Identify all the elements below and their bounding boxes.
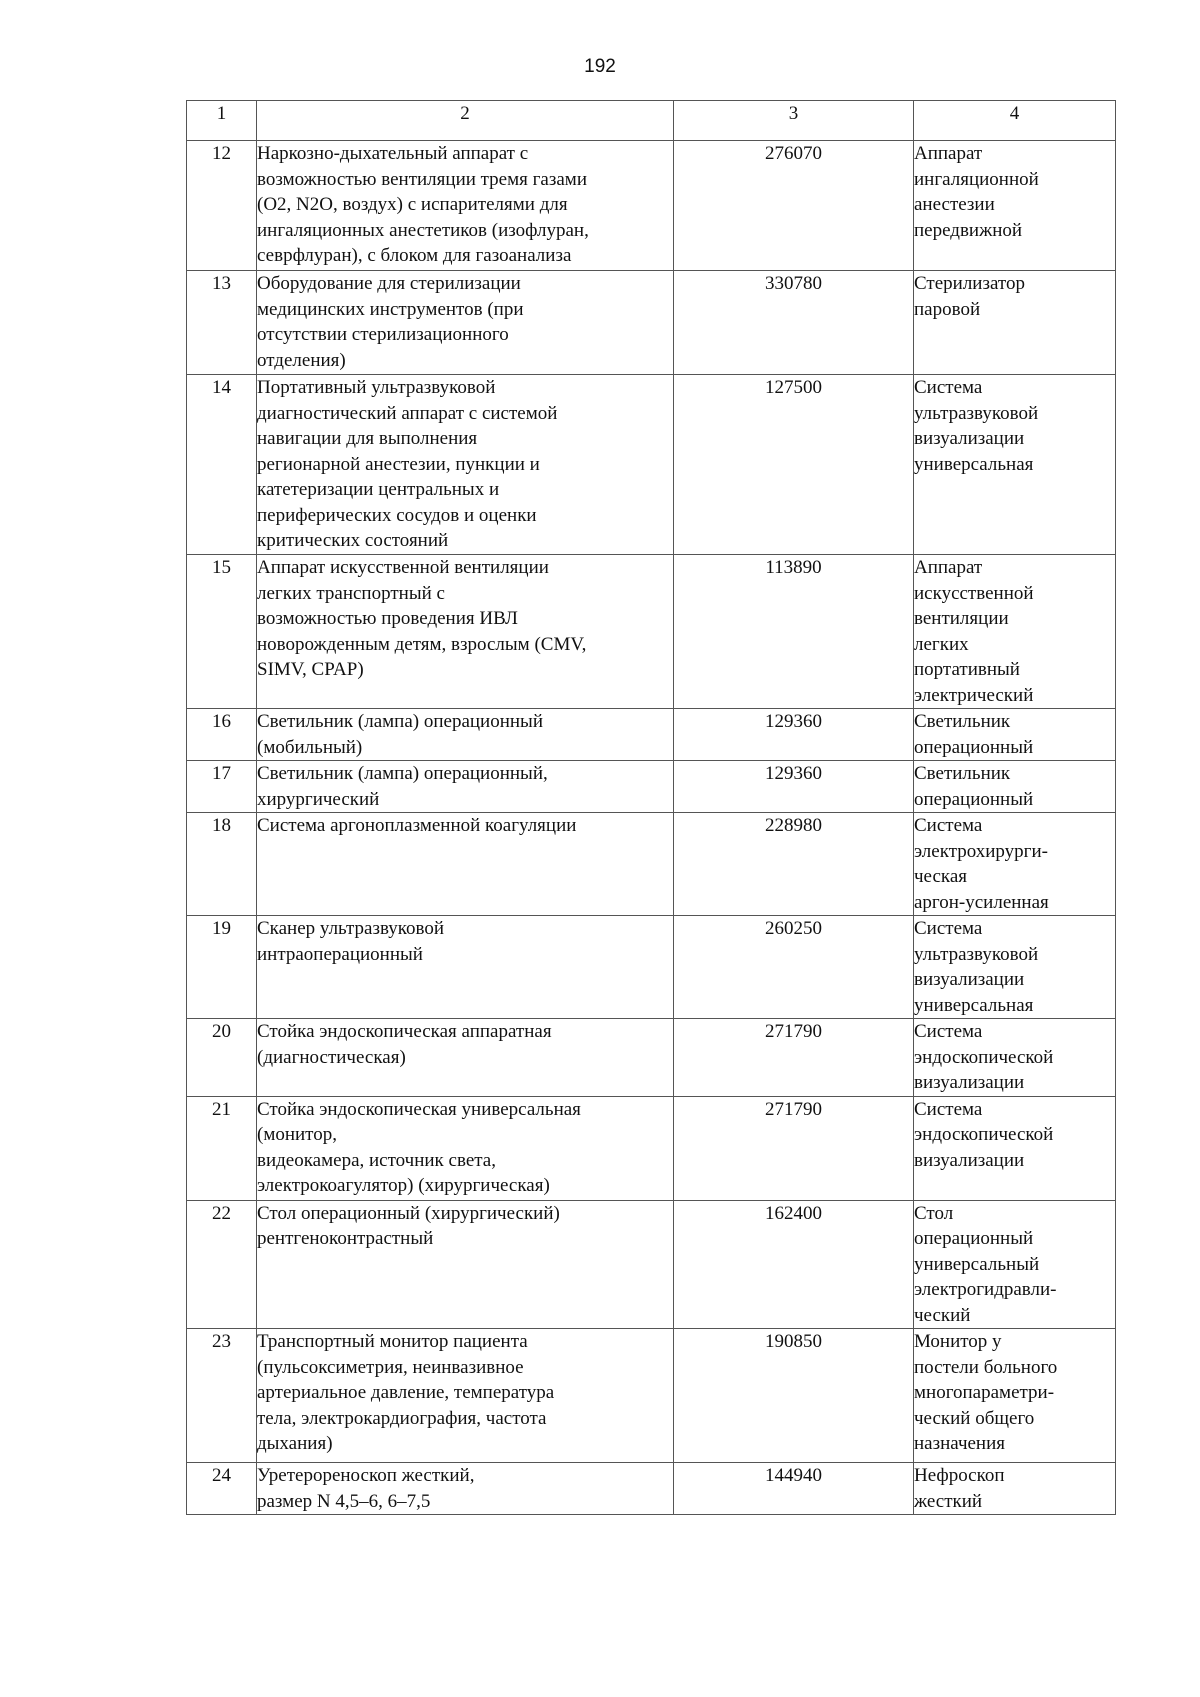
equipment-name-cell-text: Стол операционный (хирургический) рентгеноконтрастный (257, 1202, 560, 1249)
table-row (187, 1200, 1116, 1329)
row-number-cell (187, 1329, 257, 1463)
equipment-type-cell (914, 1329, 1116, 1463)
equipment-type-cell-text: Стерилизатор паровой (914, 273, 1025, 320)
row-number-cell (187, 1463, 257, 1515)
equipment-type-cell (914, 375, 1116, 555)
equipment-type-cell (914, 813, 1116, 916)
equipment-code-cell (674, 375, 914, 555)
table-header-row (187, 101, 1116, 141)
equipment-code-cell-text: 127500 (765, 377, 822, 398)
table-row (187, 271, 1116, 375)
row-number-cell (187, 141, 257, 271)
row-number-cell-text: 17 (212, 763, 231, 784)
equipment-name-cell (257, 1329, 674, 1463)
equipment-code-cell-text: 162400 (765, 1202, 822, 1224)
equipment-type-cell-text: Система ультразвуковой визуализации универсальная (914, 377, 1039, 475)
row-number-cell-text: 24 (212, 1465, 231, 1486)
equipment-name-cell-text: Сканер ультразвуковой интраоперационный (257, 918, 445, 965)
equipment-name-cell (257, 1096, 674, 1200)
equipment-type-cell-text: Система электрохирурги- ческая аргон-усиленная (914, 815, 1049, 913)
equipment-name-cell (257, 1463, 674, 1515)
equipment-type-cell (914, 1200, 1116, 1329)
equipment-name-cell (257, 271, 674, 375)
equipment-code-cell (674, 761, 914, 813)
equipment-table (186, 100, 1116, 1515)
row-number-cell-text: 16 (212, 711, 231, 732)
equipment-name-cell-text: Светильник (лампа) операционный, хирургический (257, 763, 548, 810)
row-number-cell (187, 916, 257, 1019)
equipment-type-cell (914, 761, 1116, 813)
equipment-code-cell-text: 276070 (765, 143, 822, 164)
equipment-code-cell (674, 813, 914, 916)
column-header: 3 (674, 101, 914, 141)
equipment-code-cell (674, 1329, 914, 1463)
equipment-name-cell (257, 813, 674, 916)
equipment-code-cell-text: 228980 (765, 815, 822, 836)
row-number-cell-text: 19 (212, 918, 231, 939)
row-number-cell-text: 15 (212, 557, 231, 578)
column-header: 2 (257, 101, 674, 141)
equipment-code-cell (674, 1096, 914, 1200)
equipment-name-cell (257, 141, 674, 271)
equipment-name-cell (257, 375, 674, 555)
equipment-type-cell (914, 1019, 1116, 1097)
equipment-name-cell-text: Аппарат искусственной вентиляции легких транспортный с возможностью проведения ИВЛ новорожденным детям, взрослым (CMV, SIMV, CPAP) (257, 557, 587, 680)
equipment-type-cell-text: Система эндоскопической визуализации (914, 1098, 1054, 1171)
equipment-type-cell-text: Нефроскоп жесткий (914, 1465, 1005, 1512)
row-number-cell-text: 22 (212, 1202, 231, 1224)
equipment-code-cell (674, 916, 914, 1019)
equipment-code-cell-text: 260250 (765, 918, 822, 939)
equipment-code-cell-text: 129360 (765, 763, 822, 784)
equipment-type-cell-text: Система ультразвуковой визуализации универсальная (914, 918, 1039, 1016)
equipment-type-cell (914, 555, 1116, 709)
row-number-cell (187, 555, 257, 709)
equipment-type-cell-text: Система эндоскопической визуализации (914, 1021, 1054, 1093)
equipment-name-cell (257, 709, 674, 761)
row-number-cell (187, 375, 257, 555)
equipment-code-cell-text: 190850 (765, 1331, 822, 1352)
equipment-name-cell (257, 1019, 674, 1097)
equipment-name-cell-text: Портативный ультразвуковой диагностический аппарат с системой навигации для выполнения регионарной анестезии, пункции и катетеризации центральных и периферических сосудов и оценки критических состояний (257, 377, 558, 551)
equipment-code-cell-text: 330780 (765, 273, 822, 294)
equipment-code-cell (674, 271, 914, 375)
equipment-code-cell (674, 1463, 914, 1515)
equipment-name-cell (257, 916, 674, 1019)
equipment-name-cell-text: Оборудование для стерилизации медицинских инструментов (при отсутствии стерилизационного отделения) (257, 273, 524, 371)
equipment-code-cell (674, 1019, 914, 1097)
page-number: 192 (584, 56, 616, 77)
equipment-code-cell (674, 141, 914, 271)
equipment-name-cell-text: Система аргоноплазменной коагуляции (257, 815, 577, 836)
equipment-name-cell (257, 761, 674, 813)
equipment-type-cell (914, 709, 1116, 761)
equipment-type-cell-text: Монитор у постели больного многопараметри- ческий общего назначения (914, 1331, 1058, 1454)
table-row (187, 813, 1116, 916)
row-number-cell (187, 1019, 257, 1097)
equipment-name-cell (257, 555, 674, 709)
equipment-type-cell-text: Светильник операционный (914, 711, 1034, 758)
equipment-type-cell (914, 916, 1116, 1019)
row-number-cell (187, 271, 257, 375)
equipment-code-cell (674, 709, 914, 761)
row-number-cell-text: 23 (212, 1331, 231, 1352)
row-number-cell-text: 18 (212, 815, 231, 836)
table-row (187, 916, 1116, 1019)
row-number-cell-text: 14 (212, 377, 231, 398)
equipment-type-cell (914, 271, 1116, 375)
row-number-cell-text: 12 (212, 143, 231, 164)
table-row (187, 555, 1116, 709)
row-number-cell (187, 1200, 257, 1329)
equipment-code-cell (674, 555, 914, 709)
row-number-cell-text: 21 (212, 1098, 231, 1120)
table-row (187, 761, 1116, 813)
equipment-type-cell (914, 1096, 1116, 1200)
row-number-cell-text: 20 (212, 1021, 231, 1042)
equipment-type-cell-text: Стол операционный универсальный электрогидравли- ческий (914, 1202, 1057, 1326)
equipment-code-cell-text: 129360 (765, 711, 822, 732)
equipment-code-cell (674, 1200, 914, 1329)
equipment-name-cell-text: Уретерореноскоп жесткий, размер N 4,5–6, 6–7,5 (257, 1465, 475, 1512)
row-number-cell (187, 761, 257, 813)
table-row (187, 1096, 1116, 1200)
row-number-cell (187, 813, 257, 916)
column-header: 4 (914, 101, 1116, 141)
table-row (187, 141, 1116, 271)
row-number-cell (187, 1096, 257, 1200)
equipment-name-cell-text: Наркозно-дыхательный аппарат с возможностью вентиляции тремя газами (O2, N2O, воздух) с испарителями для ингаляционных анестетиков (изофлуран, севрфлуран), с блоком для газоанализа (257, 143, 589, 266)
equipment-name-cell-text: Стойка эндоскопическая аппаратная (диагностическая) (257, 1021, 552, 1068)
equipment-type-cell (914, 1463, 1116, 1515)
equipment-name-cell (257, 1200, 674, 1329)
column-header: 1 (187, 101, 257, 141)
row-number-cell-text: 13 (212, 273, 231, 294)
equipment-code-cell-text: 271790 (765, 1021, 822, 1042)
table-row (187, 709, 1116, 761)
equipment-code-cell-text: 113890 (765, 557, 822, 578)
equipment-name-cell-text: Транспортный монитор пациента (пульсоксиметрия, неинвазивное артериальное давление, температура тела, электрокардиография, частота дыхания) (257, 1331, 555, 1454)
row-number-cell (187, 709, 257, 761)
equipment-type-cell (914, 141, 1116, 271)
table-row (187, 375, 1116, 555)
equipment-name-cell-text: Стойка эндоскопическая универсальная (монитор, видеокамера, источник света, электрокоагулятор) (хирургическая) (257, 1098, 581, 1196)
equipment-name-cell-text: Светильник (лампа) операционный (мобильный) (257, 711, 543, 758)
equipment-code-cell-text: 144940 (765, 1465, 822, 1486)
table-row (187, 1463, 1116, 1515)
equipment-code-cell-text: 271790 (765, 1098, 822, 1120)
equipment-type-cell-text: Аппарат искусственной вентиляции легких портативный электрический (914, 557, 1034, 706)
equipment-type-cell-text: Аппарат ингаляционной анестезии передвижной (914, 143, 1039, 241)
table-row (187, 1329, 1116, 1463)
table-row (187, 1019, 1116, 1097)
equipment-type-cell-text: Светильник операционный (914, 763, 1034, 810)
